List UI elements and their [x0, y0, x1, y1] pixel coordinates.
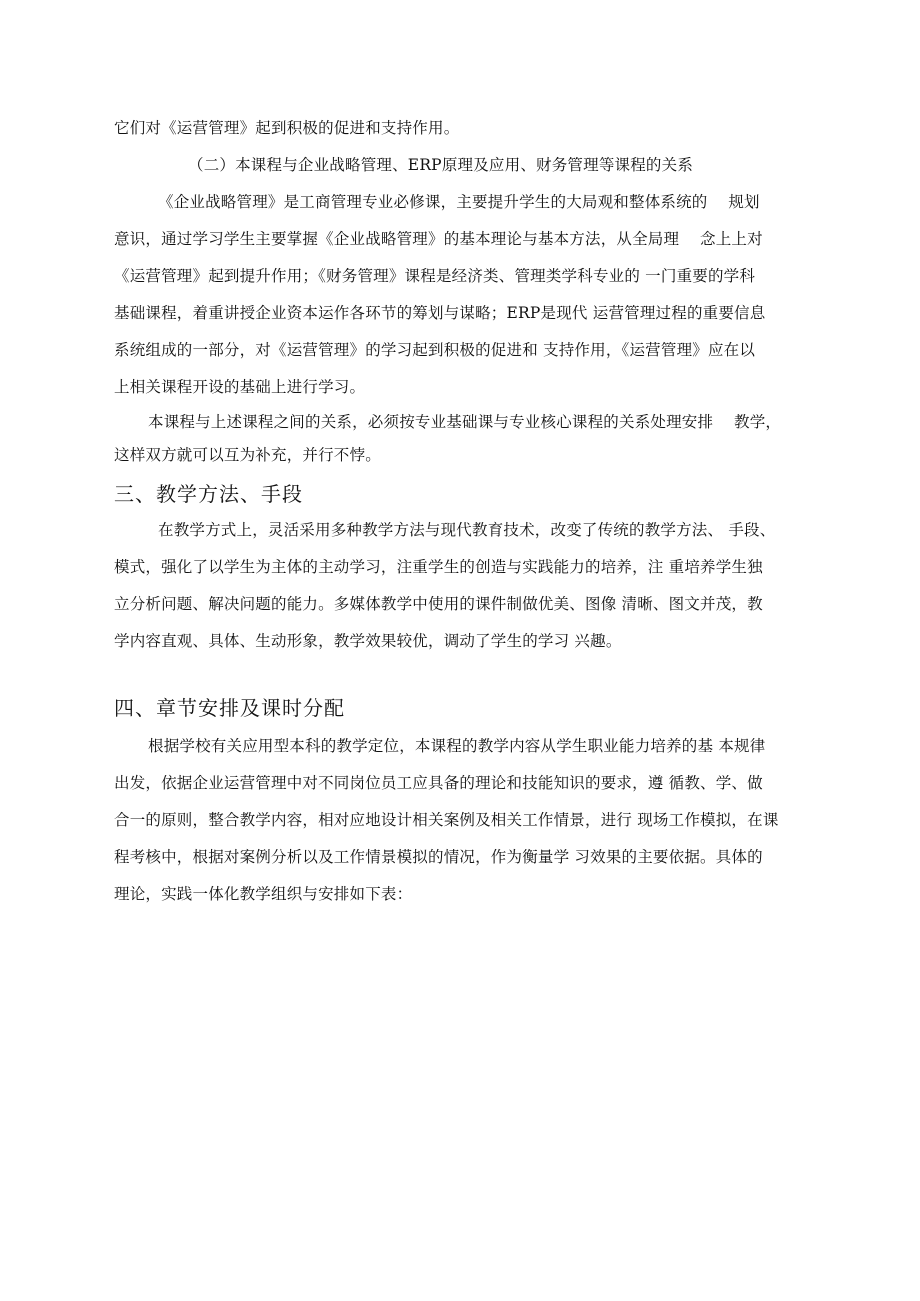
paragraph-line: 在教学方式上，灵活采用多种教学方法与现代教育技术，改变了传统的教学方法、 手段、: [158, 521, 776, 539]
section-heading-chapter-arrangement: 四、章节安排及课时分配: [114, 696, 345, 720]
subsection-title: （二）本课程与企业战略管理、ERP原理及应用、财务管理等课程的关系: [188, 156, 694, 174]
paragraph-line: 本课程与上述课程之间的关系，必须按专业基础课与专业核心课程的关系处理安排 教学，: [148, 413, 782, 431]
paragraph-line: 理论，实践一体化教学组织与安排如下表：: [114, 885, 413, 903]
paragraph-line: 上相关课程开设的基础上进行学习。: [114, 378, 366, 396]
paragraph-line: 系统组成的一部分，对《运营管理》的学习起到积极的促进和 支持作用，《运营管理》应在以: [114, 341, 756, 359]
section-heading-teaching-methods: 三、教学方法、手段: [114, 482, 303, 506]
paragraph-line: 基础课程，着重讲授企业资本运作各环节的筹划与谋略；ERP是现代 运营管理过程的重要信息: [114, 304, 766, 322]
paragraph-line: 立分析问题、解决问题的能力。多媒体教学中使用的课件制做优美、图像 清晰、图文并茂，教: [114, 595, 763, 613]
paragraph-line: 根据学校有关应用型本科的教学定位，本课程的教学内容从学生职业能力培养的基 本规律: [148, 737, 766, 755]
paragraph-line: 合一的原则，整合教学内容，相对应地设计相关案例及相关工作情景，进行 现场工作模拟，在课: [114, 811, 779, 829]
paragraph-line: 出发，依据企业运营管理中对不同岗位员工应具备的理论和技能知识的要求，遵 循教、学、做: [114, 774, 763, 792]
paragraph-line: 学内容直观、具体、生动形象，教学效果较优，调动了学生的学习 兴趣。: [114, 632, 622, 650]
paragraph-line: 意识，通过学习学生主要掌握《企业战略管理》的基本理论与基本方法，从全局理 念上上对: [114, 230, 763, 248]
paragraph-line: 《企业战略管理》是工商管理专业必修课，主要提升学生的大局观和整体系统的 规划: [158, 193, 760, 211]
paragraph-line: 模式，强化了以学生为主体的主动学习，注重学生的创造与实践能力的培养，注 重培养学生独: [114, 558, 763, 576]
paragraph-line: 程考核中，根据对案例分析以及工作情景模拟的情况，作为衡量学 习效果的主要依据。具体的: [114, 848, 763, 866]
paragraph-line: 这样双方就可以互为补充，并行不悖。: [114, 446, 381, 464]
intro-line: 它们对《运营管理》起到积极的促进和支持作用。: [114, 119, 460, 137]
paragraph-line: 《运营管理》起到提升作用；《财务管理》课程是经济类、管理类学科专业的 一门重要的学科: [114, 267, 756, 285]
